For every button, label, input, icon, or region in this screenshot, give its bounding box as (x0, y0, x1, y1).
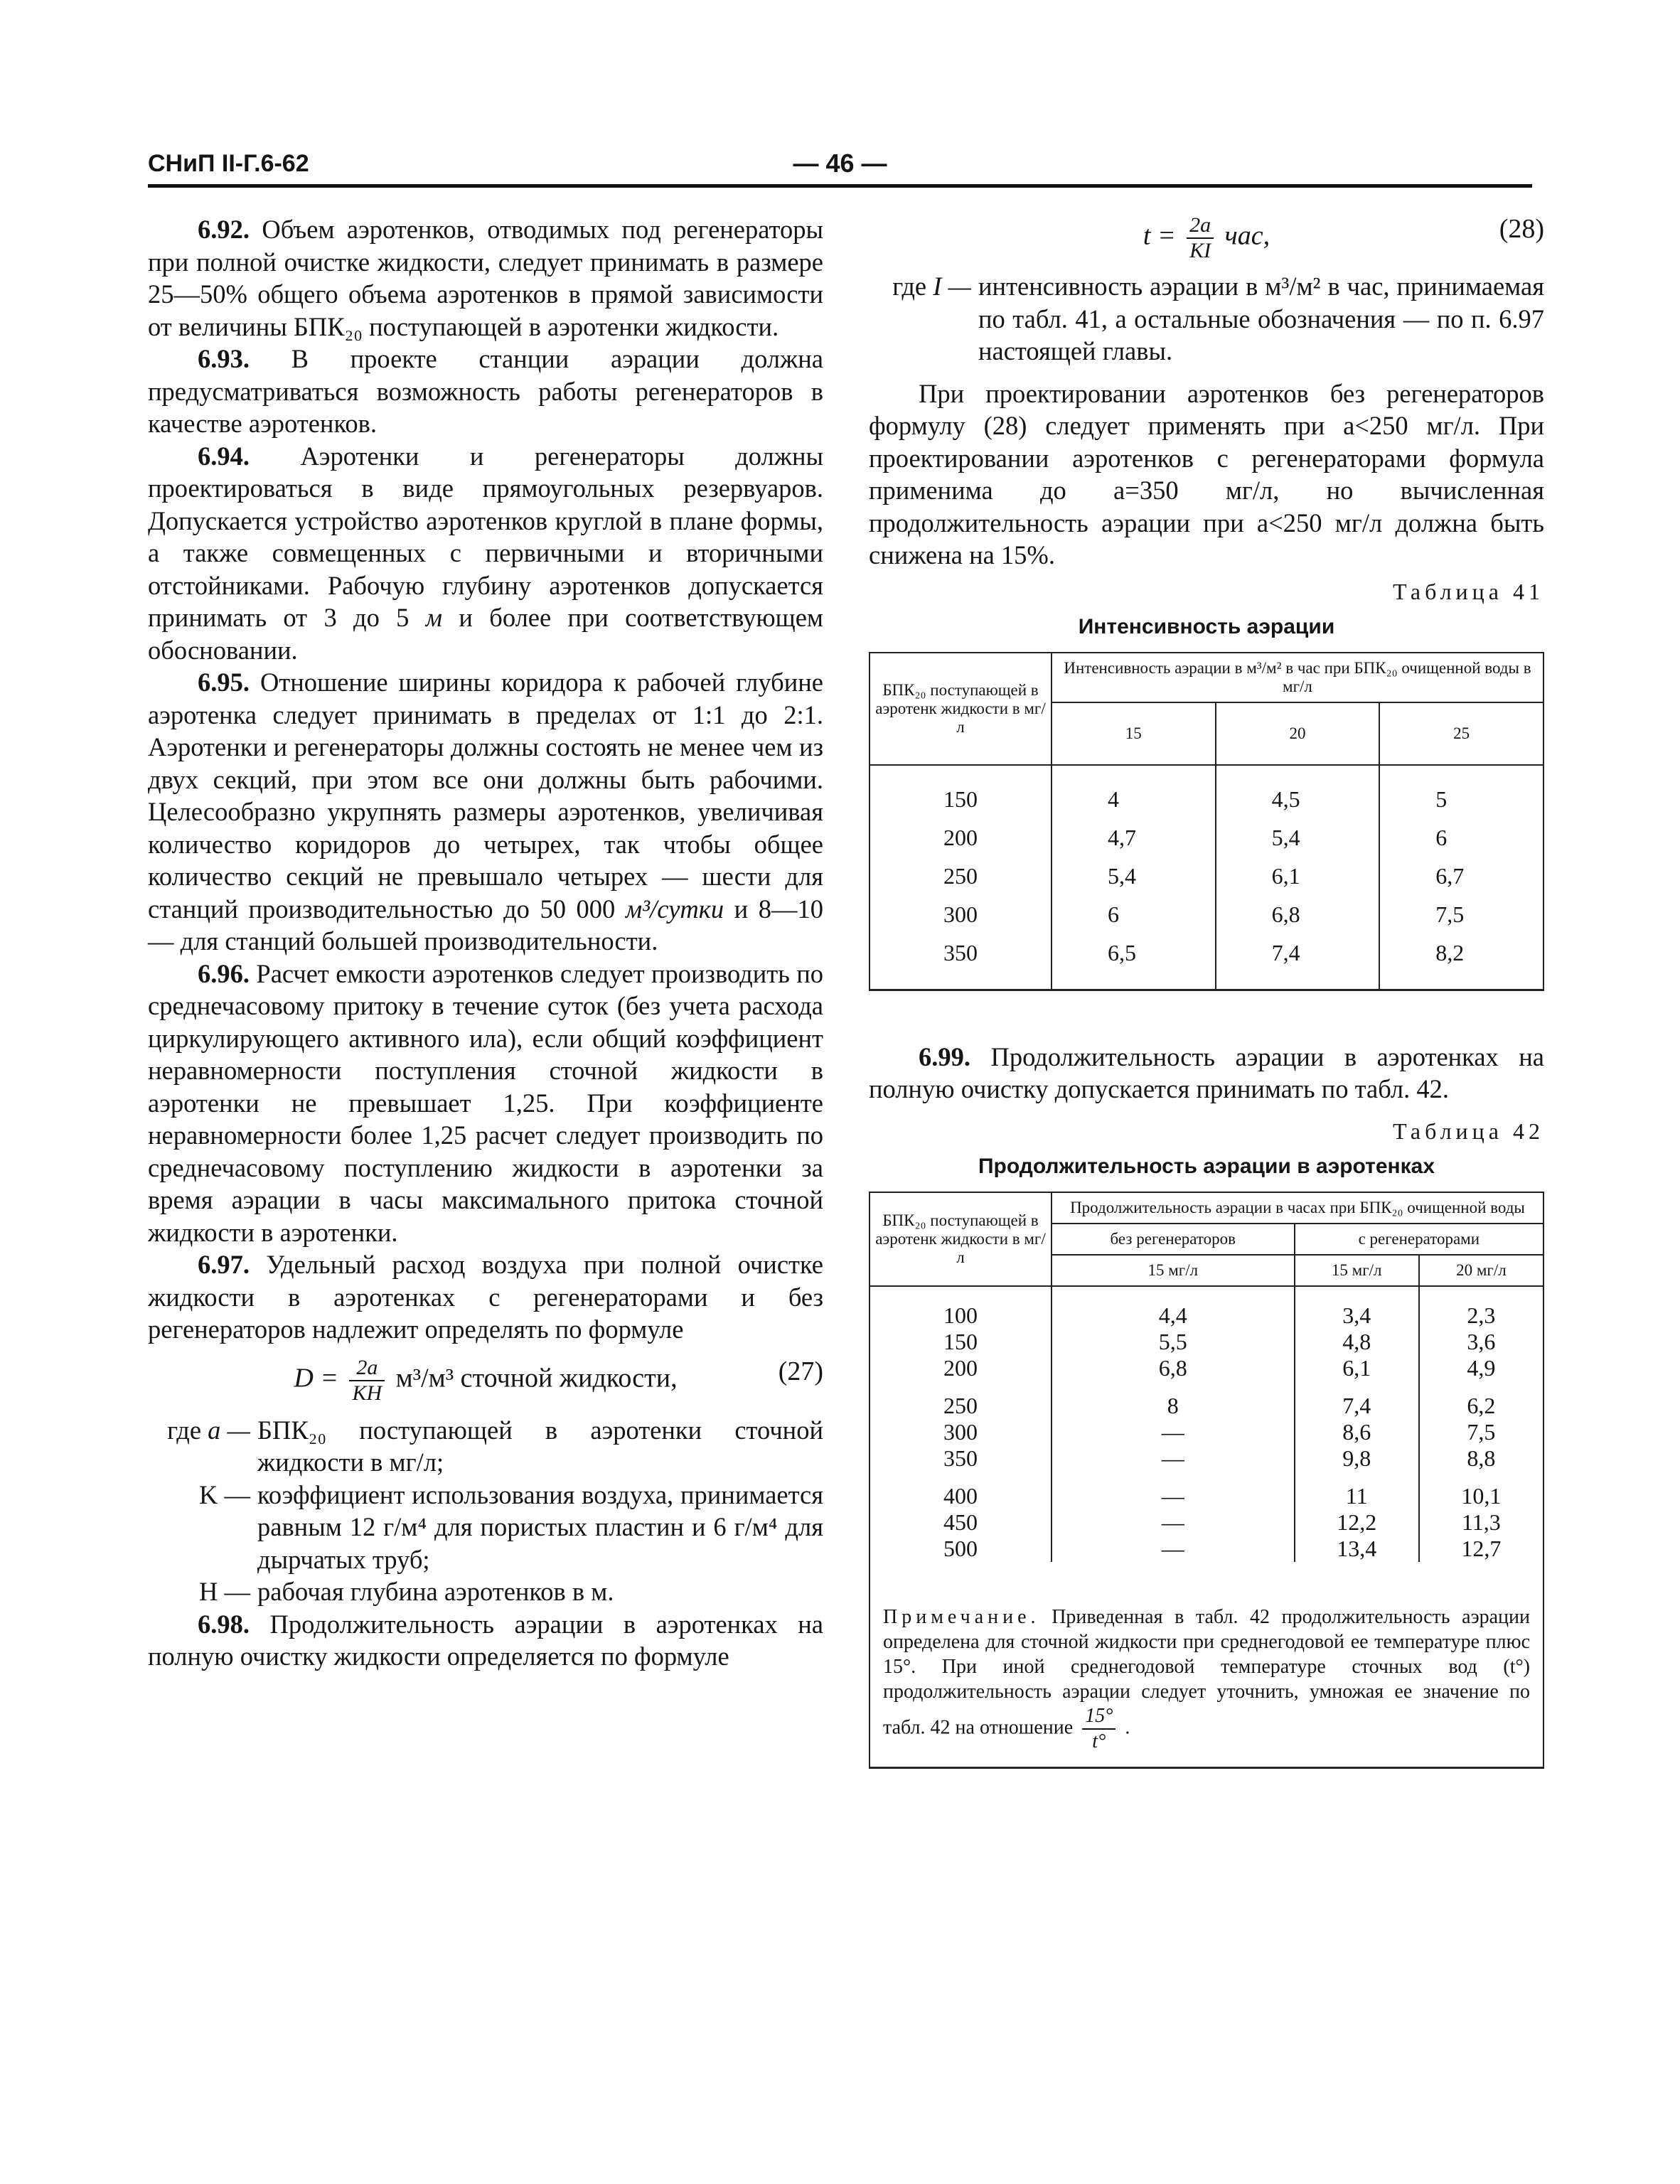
table-row: 300 6 6,8 7,5 (870, 895, 1543, 933)
table-row: 450 — 12,2 11,3 (870, 1509, 1543, 1536)
formula-28: t = $\frac{2a}{KI}$ час, (28) (1143, 213, 1544, 262)
document-code: СНиП II-Г.6-62 (148, 150, 309, 177)
temperature-ratio: $\frac{15^\circ}{t^\circ}$ (1082, 1704, 1115, 1754)
table-42 (869, 1192, 1544, 1769)
page-header (148, 146, 1532, 188)
fraction: $\frac{2a}{KI}$ (1187, 213, 1214, 263)
table-row: 350 — 9,8 8,8 (870, 1445, 1543, 1472)
formula-28-legend: где I — интенсивность аэрации в м³/м² в час, принимаемая по табл. 41, а остальные обозначения — по п. 6.97 настоящей главы. (892, 272, 1544, 365)
table-row: 500 — 13,4 12,7 (870, 1536, 1543, 1562)
table-header: 20 мг/л (1419, 1255, 1543, 1286)
table-41-label: Таблица 41 (1393, 578, 1544, 604)
paragraph-6-97: 6.97. Удельный расход воздуха при полной очистке жидкости в аэротенках с регенераторами и без регенераторов надлежит определять по формуле (148, 1250, 823, 1344)
table-row: 100 4,4 3,4 2,3 (870, 1286, 1543, 1329)
right-column (869, 213, 1544, 1769)
table-41-title: Интенсивность аэрации (1078, 615, 1335, 638)
paragraph-6-93: 6.93. В проекте станции аэрации должна предусматриваться возможность работы регенераторов в качестве аэротенков. (148, 344, 824, 438)
table-42-note: Примечание. Приведенная в табл. 42 продолжительность аэрации определена для сточной жидкости при среднегодовой ее температуре плюс 15°. При иной среднегодовой температуре сточных вод (t°) продолжительность аэрации следует уточнить, умножая ее значение по табл. 42 на отношение $\frac{15^\circ}{t^\circ}$ . (870, 1562, 1543, 1768)
table-header: Интенсивность аэрации в м³/м² в час при БПК₂₀ очищенной воды в мг/л (1052, 653, 1543, 702)
table-41 (869, 652, 1544, 991)
paragraph-6-98: 6.98. Продолжительность аэрации в аэротенках на полную очистку жидкости определяется по формуле (148, 1609, 824, 1671)
table-header: БПК₂₀ поступающей в аэротенк жидкости в мг/л (870, 1192, 1052, 1286)
table-row: 250 5,4 6,1 6,7 (870, 857, 1543, 895)
table-row: 200 6,8 6,1 4,9 (870, 1355, 1543, 1381)
table-header: 15 (1052, 702, 1216, 765)
paragraph-design-note: При проектировании аэротенков без регенераторов формулу (28) следует применять при a<250 мг/л. При проектировании аэротенков с регенераторами формула применима до a=350 мг/л, но вычисленная продолжительность аэрации при a<250 мг/л должна быть снижена на 15%. (869, 378, 1544, 569)
fraction: $\frac{2a}{KH}$ (349, 1356, 385, 1406)
table-header: без регенераторов (1052, 1224, 1295, 1255)
paragraph-6-94: 6.94. Аэротенки и регенераторы должны проектироваться в виде прямоугольных резервуаров. Допускается устройство аэротенков круглой в плане формы, а также совмещенных с первичными и вторичными отстойниками. Рабочую глубину аэротенков допускается принимать от 3 до 5 м и более при соответствующем обосновании. (148, 441, 824, 665)
table-row: 400 — 11 10,1 (870, 1472, 1543, 1509)
table-42-title: Продолжительность аэрации в аэротенках (978, 1155, 1435, 1178)
table-row: 200 4,7 5,4 6 (870, 818, 1543, 857)
equation-number: (28) (1499, 214, 1544, 244)
table-row: 150 5,5 4,8 3,6 (870, 1329, 1543, 1355)
formula-27-legend: где a — БПК₂₀ поступающей в аэротенки сточной жидкости в мг/л; K — коэффициент использования воздуха, принимается равным 12 г/м⁴ для пористых пластин и 6 г/м⁴ для дырчатых труб; H — рабочая глубина аэротенков в м. (167, 1415, 823, 1606)
table-42-label: Таблица 42 (1393, 1118, 1544, 1144)
table-header: 15 мг/л (1052, 1255, 1295, 1286)
table-header: 25 (1379, 702, 1543, 765)
page-number: — 46 — (793, 149, 887, 178)
table-header: 15 мг/л (1295, 1255, 1419, 1286)
paragraph-6-96: 6.96. Расчет емкости аэротенков следует производить по среднечасовому притоку в течение суток (без учета расхода циркулирующего активного ила), если общий коэффициент неравномерности поступления сточной жидкости в аэротенки не превышает 1,25. При коэффициенте неравномерности более 1,25 расчет следует производить по среднечасовому поступлению жидкости в аэротенки за время аэрации в часы максимального притока сточной жидкости в аэротенки. (148, 958, 824, 1247)
table-row: 150 4 4,5 5 (870, 765, 1543, 818)
paragraph-6-99: 6.99. Продолжительность аэрации в аэротенках на полную очистку допускается принимать по табл. 42. (869, 1042, 1545, 1103)
table-header: Продолжительность аэрации в часах при БПК₂₀ очищенной воды (1052, 1192, 1543, 1224)
left-column (148, 213, 823, 1673)
header-rule (148, 184, 1532, 188)
table-row: 300 — 8,6 7,5 (870, 1419, 1543, 1445)
table-row: 350 6,5 7,4 8,2 (870, 933, 1543, 990)
table-row: 250 8 7,4 6,2 (870, 1381, 1543, 1419)
table-header: БПК₂₀ поступающей в аэротенк жидкости в мг/л (870, 653, 1052, 765)
paragraph-6-95: 6.95. Отношение ширины коридора к рабочей глубине аэротенка следует принимать в пределах от 1:1 до 2:1. Аэротенки и регенераторы должны состоять не менее чем из двух секций, при этом все они должны быть рабочими. Целесообразно укрупнять размеры аэротенков, увеличивая количество коридоров до четырех, так чтобы общее количество секций не превышало четырех — шести для станций производительностью до 50 000 м³/сутки и 8—10 — для станций большей производительности. (148, 668, 824, 956)
paragraph-6-92: 6.92. Объем аэротенков, отводимых под регенераторы при полной очистке жидкости, следует принимать в размере 25—50% общего объема аэротенков в прямой зависимости от величины БПК₂₀ поступающей в аэротенки жидкости. (148, 215, 823, 341)
equation-number: (27) (778, 1356, 823, 1386)
formula-27: D = $\frac{2a}{KH}$ м³/м³ сточной жидкости, (27) (294, 1355, 823, 1405)
table-header: с регенераторами (1295, 1224, 1543, 1255)
table-header: 20 (1216, 702, 1380, 765)
